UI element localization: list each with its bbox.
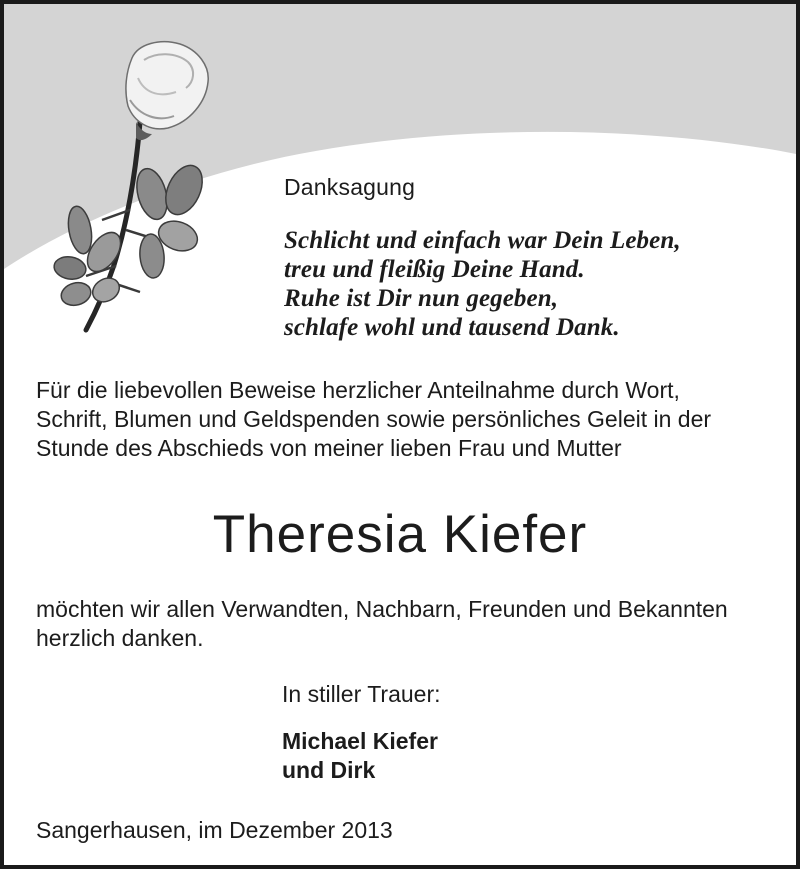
thanks-text <box>36 595 776 653</box>
mourning-label: In stiller Trauer: <box>282 681 441 707</box>
notice-heading: Danksagung <box>284 174 416 200</box>
deceased-name: Theresia Kiefer <box>212 505 588 564</box>
poem-line: schlafe wohl und tausend Dank. <box>284 314 620 341</box>
intro-line: Für die liebevollen Beweise herzlicher Anteilnahme durch Wort, <box>36 377 680 403</box>
intro-text <box>36 376 776 463</box>
mourner-name: und Dirk <box>282 757 376 783</box>
thanks-line: herzlich danken. <box>36 625 204 651</box>
thanks-line: möchten wir allen Verwandten, Nachbarn, Freunden und Bekannten <box>36 596 728 622</box>
poem-line: treu und fleißig Deine Hand. <box>284 256 585 283</box>
mourners-list <box>282 727 438 785</box>
rose-icon <box>40 30 230 340</box>
poem-line: Ruhe ist Dir nun gegeben, <box>284 285 559 312</box>
intro-line: Schrift, Blumen und Geldspenden sowie persönliches Geleit in der <box>36 406 712 432</box>
mourner-name: Michael Kiefer <box>282 728 438 754</box>
poem-line: Schlicht und einfach war Dein Leben, <box>284 227 681 254</box>
memorial-poem <box>284 226 681 342</box>
intro-line: Stunde des Abschieds von meiner lieben Frau und Mutter <box>36 435 622 461</box>
place-date: Sangerhausen, im Dezember 2013 <box>36 817 393 843</box>
